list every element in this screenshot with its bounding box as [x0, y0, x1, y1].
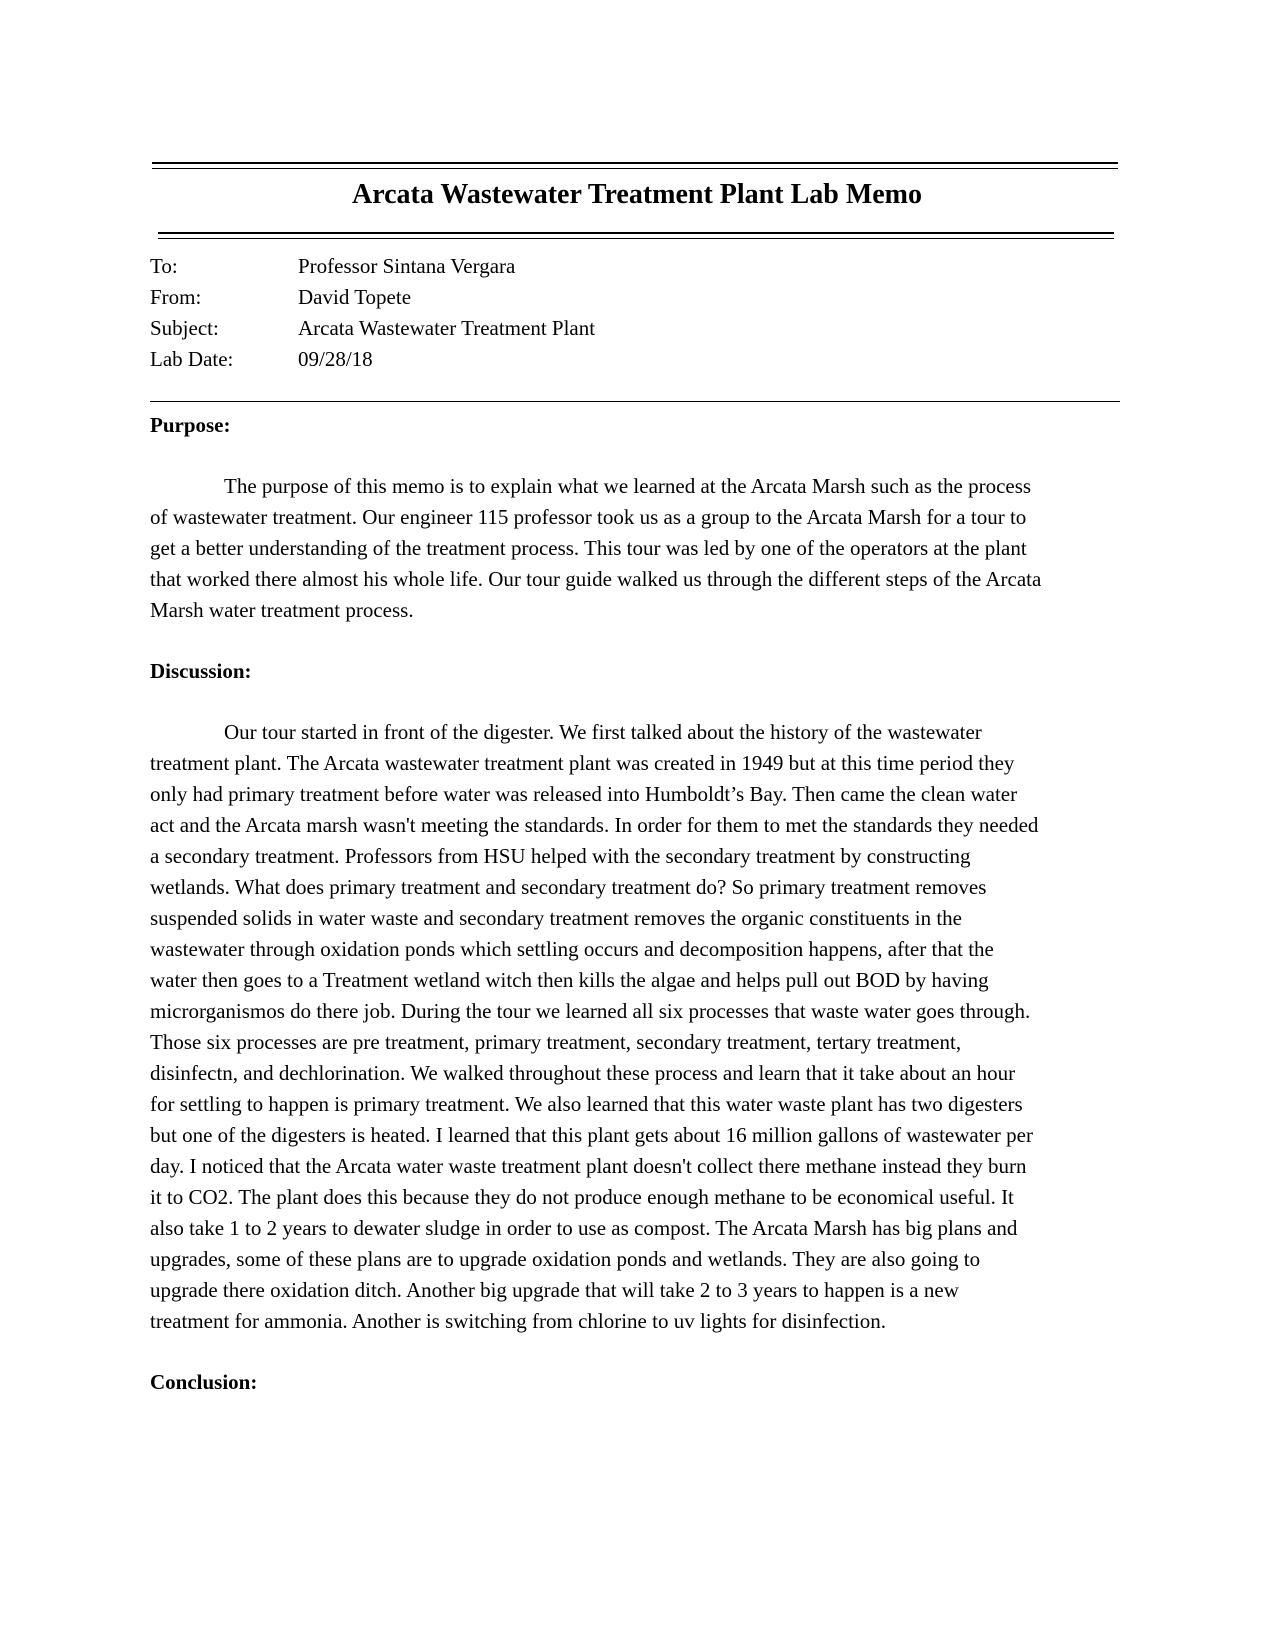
- discussion-line: treatment plant. The Arcata wastewater treatment plant was created in 1949 but at this time period they: [150, 751, 1015, 775]
- discussion-line: wastewater through oxidation ponds which settling occurs and decomposition happens, after that the: [150, 937, 994, 961]
- discussion-line: upgrades, some of these plans are to upgrade oxidation ponds and wetlands. They are also going to: [150, 1247, 981, 1271]
- discussion-line: only had primary treatment before water was released into Humboldt’s Bay. Then came the clean water: [150, 782, 1018, 806]
- conclusion-heading: Conclusion:: [150, 1370, 258, 1394]
- header-value: 09/28/18: [298, 347, 373, 371]
- discussion-line: disinfectn, and dechlorination. We walked throughout these process and learn that it take about an hour: [150, 1061, 1016, 1085]
- purpose-line: The purpose of this memo is to explain what we learned at the Arcata Marsh such as the process: [224, 474, 1032, 498]
- header-label: Lab Date:: [150, 347, 234, 371]
- header-value: Professor Sintana Vergara: [298, 254, 516, 278]
- discussion-line: but one of the digesters is heated. I learned that this plant gets about 16 million gallons of wastewater per: [150, 1123, 1033, 1147]
- purpose-line: of wastewater treatment. Our engineer 115 professor took us as a group to the Arcata Marsh for a tour to: [150, 505, 1027, 529]
- discussion-line: act and the Arcata marsh wasn't meeting the standards. In order for them to met the standards they needed: [150, 813, 1039, 837]
- header-label: From:: [150, 285, 202, 309]
- discussion-line: water then goes to a Treatment wetland witch then kills the algae and helps pull out BOD by having: [150, 968, 989, 992]
- purpose-line: that worked there almost his whole life. Our tour guide walked us through the different steps of the Arcata: [150, 567, 1042, 591]
- purpose-line: Marsh water treatment process.: [150, 598, 414, 622]
- discussion-line: Our tour started in front of the digester. We first talked about the history of the wastewater: [224, 720, 982, 744]
- discussion-line: a secondary treatment. Professors from HSU helped with the secondary treatment by constructing: [150, 844, 971, 868]
- discussion-line: for settling to happen is primary treatment. We also learned that this water waste plant has two digesters: [150, 1092, 1023, 1116]
- discussion-line: also take 1 to 2 years to dewater sludge in order to use as compost. The Arcata Marsh has big plans and: [150, 1216, 1018, 1240]
- discussion-heading: Discussion:: [150, 659, 252, 683]
- discussion-line: treatment for ammonia. Another is switching from chlorine to uv lights for disinfection.: [150, 1309, 887, 1333]
- discussion-line: it to CO2. The plant does this because they do not produce enough methane to be economical useful. It: [150, 1185, 1014, 1209]
- title-double-rule: [158, 232, 1114, 239]
- header-value: Arcata Wastewater Treatment Plant: [298, 316, 596, 340]
- discussion-line: microrganismos do there job. During the tour we learned all six processes that waste water goes through.: [150, 999, 1031, 1023]
- purpose-heading: Purpose:: [150, 413, 231, 437]
- discussion-line: day. I noticed that the Arcata water waste treatment plant doesn't collect there methane instead they burn: [150, 1154, 1027, 1178]
- header-value: David Topete: [298, 285, 412, 309]
- memo-title: Arcata Wastewater Treatment Plant Lab Memo: [351, 179, 922, 210]
- discussion-line: wetlands. What does primary treatment and secondary treatment do? So primary treatment removes: [150, 875, 987, 899]
- discussion-line: upgrade there oxidation ditch. Another big upgrade that will take 2 to 3 years to happen is a new: [150, 1278, 959, 1302]
- purpose-line: get a better understanding of the treatment process. This tour was led by one of the operators at the plant: [150, 536, 1027, 560]
- discussion-line: Those six processes are pre treatment, primary treatment, secondary treatment, tertary treatment,: [150, 1030, 962, 1054]
- discussion-line: suspended solids in water waste and secondary treatment removes the organic constituents in the: [150, 906, 962, 930]
- top-double-rule: [152, 162, 1118, 169]
- header-label: To:: [150, 254, 178, 278]
- header-divider: [150, 401, 1120, 402]
- header-label: Subject:: [150, 316, 219, 340]
